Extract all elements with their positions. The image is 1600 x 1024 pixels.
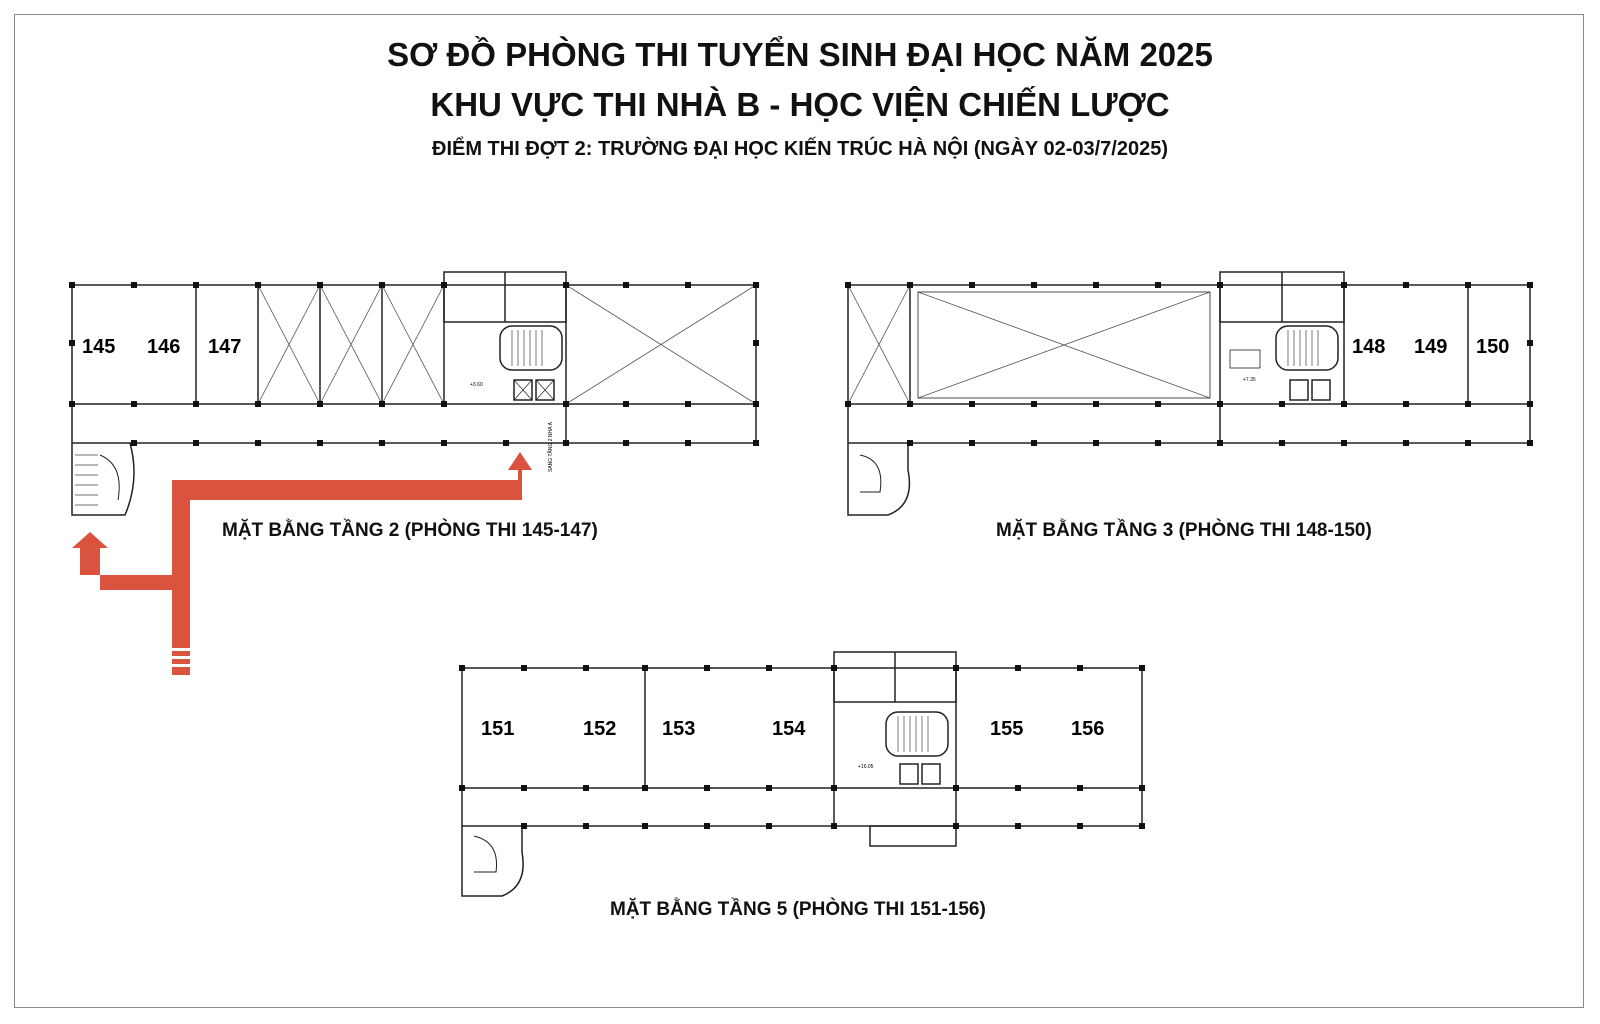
room-147: 147 xyxy=(208,336,242,358)
floor-3-plan xyxy=(848,272,1530,515)
floor-2-level-marker: +3.60 xyxy=(470,382,483,388)
floor-5-caption: MẶT BẰNG TẦNG 5 (PHÒNG THI 151-156) xyxy=(610,899,986,920)
floor-5-columns xyxy=(459,665,1145,829)
floor-3-columns xyxy=(845,282,1533,446)
room-145: 145 xyxy=(82,336,116,358)
route-arrow xyxy=(72,452,532,675)
room-148: 148 xyxy=(1352,336,1386,358)
floor-2-caption: MẶT BẰNG TẦNG 2 (PHÒNG THI 145-147) xyxy=(222,520,598,541)
room-150: 150 xyxy=(1476,336,1510,358)
room-155: 155 xyxy=(990,718,1024,740)
room-146: 146 xyxy=(147,336,181,358)
room-151: 151 xyxy=(481,718,515,740)
page-subtitle: KHU VỰC THI NHÀ B - HỌC VIỆN CHIẾN LƯỢC xyxy=(430,86,1170,123)
floor-2-columns xyxy=(69,282,759,446)
floor-3-caption: MẶT BẰNG TẦNG 3 (PHÒNG THI 148-150) xyxy=(996,520,1372,541)
floor-5-level-marker: +16.05 xyxy=(858,764,874,770)
room-149: 149 xyxy=(1414,336,1448,358)
room-153: 153 xyxy=(662,718,696,740)
page-title: SƠ ĐỒ PHÒNG THI TUYỂN SINH ĐẠI HỌC NĂM 2025 xyxy=(387,36,1213,73)
passage-note: SANG TẦNG 2 NHÀ A xyxy=(548,422,554,472)
floor-2-plan xyxy=(72,272,756,515)
room-152: 152 xyxy=(583,718,617,740)
floor-5-plan xyxy=(462,652,1142,896)
floor-3-level-marker: +7.35 xyxy=(1243,377,1256,383)
room-154: 154 xyxy=(772,718,806,740)
room-156: 156 xyxy=(1071,718,1105,740)
exam-venue-line: ĐIỂM THI ĐỢT 2: TRƯỜNG ĐẠI HỌC KIẾN TRÚC HÀ NỘI (NGÀY 02-03/7/2025) xyxy=(432,138,1168,160)
